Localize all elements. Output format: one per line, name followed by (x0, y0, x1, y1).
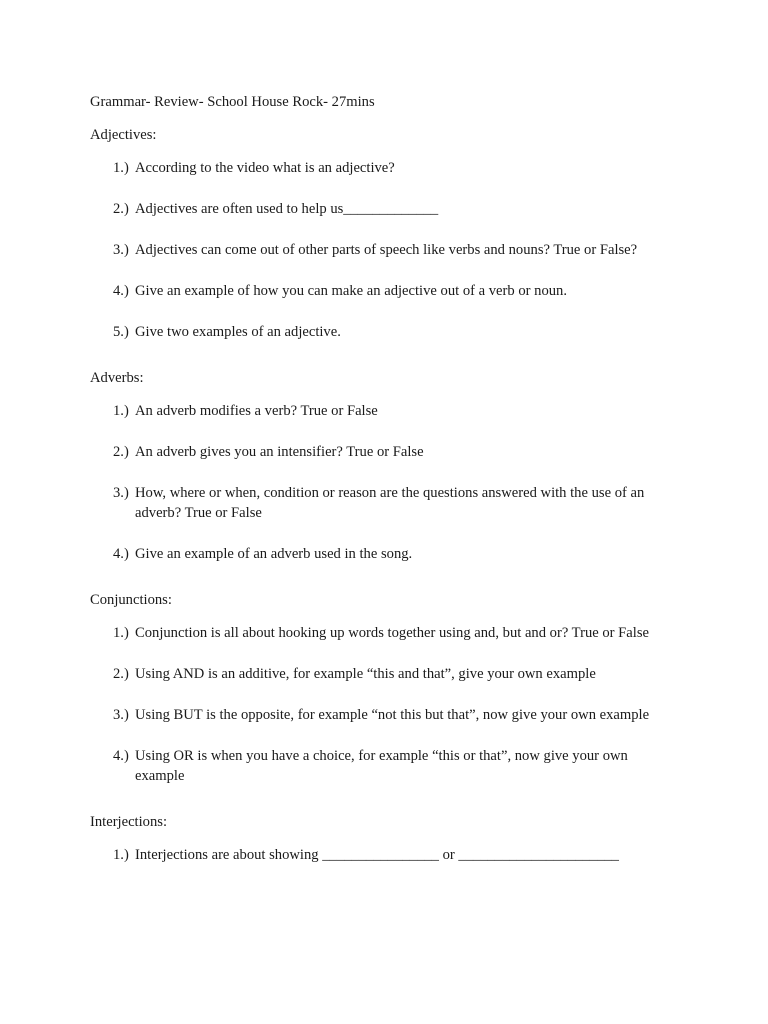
section-heading: Adverbs: (90, 370, 144, 386)
question-text: Give an example of an adverb used in the song. (135, 546, 413, 562)
question-text: Adjectives are often used to help us_____________ (135, 201, 439, 217)
question-number: 1.) (113, 847, 129, 863)
question-list (90, 845, 680, 865)
question-text: Adjectives can come out of other parts of speech like verbs and nouns? True or False? (135, 242, 638, 258)
question-text: Give two examples of an adjective. (135, 324, 341, 340)
question-number: 5.) (113, 324, 129, 340)
question-number: 4.) (113, 283, 129, 299)
question-item (90, 483, 680, 523)
document-page (90, 92, 680, 886)
question-item (90, 281, 680, 301)
section-heading: Adjectives: (90, 127, 157, 143)
question-item (90, 442, 680, 462)
question-list (90, 623, 680, 786)
section-adjectives (90, 125, 680, 342)
question-text: Using OR is when you have a choice, for example “this or that”, now give your own example (135, 748, 628, 784)
question-text: An adverb modifies a verb? True or False (135, 403, 378, 419)
section-heading: Interjections: (90, 814, 167, 830)
question-number: 4.) (113, 748, 129, 764)
question-text: An adverb gives you an intensifier? True or False (135, 444, 424, 460)
question-text: According to the video what is an adjective? (135, 160, 395, 176)
question-item (90, 158, 680, 178)
question-number: 4.) (113, 546, 129, 562)
question-item (90, 240, 680, 260)
section-heading: Conjunctions: (90, 592, 172, 608)
question-number: 1.) (113, 403, 129, 419)
question-number: 3.) (113, 242, 129, 258)
question-text: Using AND is an additive, for example “this and that”, give your own example (135, 666, 596, 682)
question-item (90, 401, 680, 421)
question-text: Conjunction is all about hooking up words together using and, but and or? True or False (135, 625, 649, 641)
document-title: Grammar- Review- School House Rock- 27mins (90, 94, 375, 110)
question-number: 2.) (113, 444, 129, 460)
question-number: 1.) (113, 160, 129, 176)
question-item (90, 199, 680, 219)
section-interjections (90, 812, 680, 865)
question-item (90, 746, 680, 786)
question-list (90, 158, 680, 342)
question-text: Interjections are about showing ________________ or ______________________ (135, 847, 619, 863)
question-item (90, 705, 680, 725)
question-number: 1.) (113, 625, 129, 641)
question-item (90, 544, 680, 564)
question-item (90, 664, 680, 684)
question-number: 3.) (113, 707, 129, 723)
question-item (90, 322, 680, 342)
question-text: Give an example of how you can make an adjective out of a verb or noun. (135, 283, 567, 299)
question-number: 3.) (113, 485, 129, 501)
question-number: 2.) (113, 201, 129, 217)
question-list (90, 401, 680, 564)
question-number: 2.) (113, 666, 129, 682)
question-item (90, 845, 680, 865)
question-text: How, where or when, condition or reason are the questions answered with the use of an adverb? True or False (135, 485, 645, 521)
question-text: Using BUT is the opposite, for example “not this but that”, now give your own example (135, 707, 650, 723)
section-conjunctions (90, 590, 680, 786)
question-item (90, 623, 680, 643)
section-adverbs (90, 368, 680, 564)
